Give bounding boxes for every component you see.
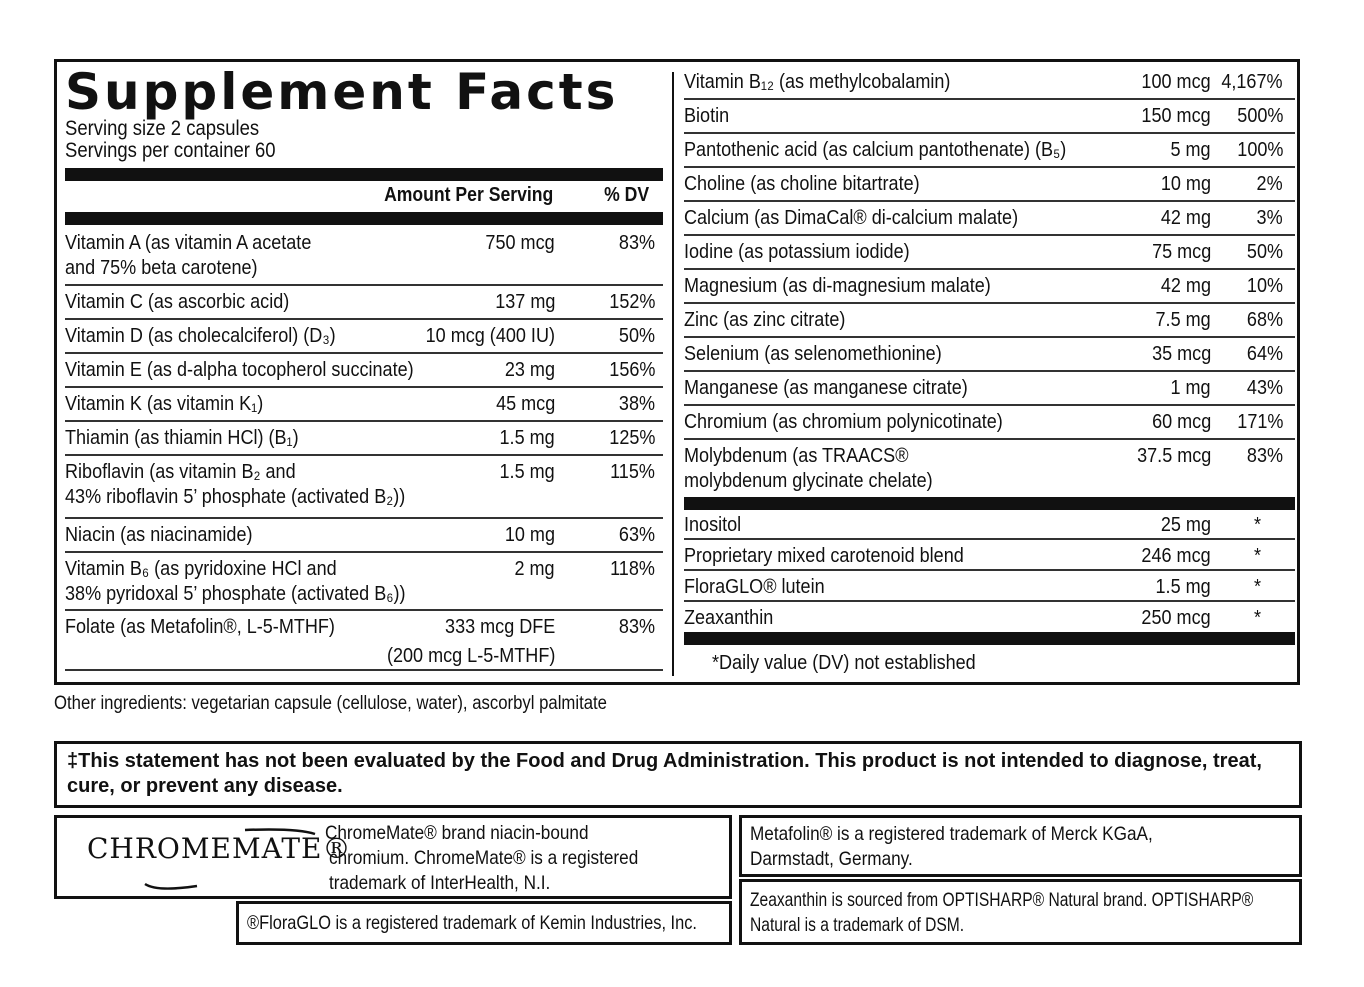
chromemate-line3: trademark of InterHealth, N.I. <box>329 872 551 894</box>
floraglo-box <box>236 901 732 945</box>
right-column <box>684 62 1295 682</box>
nutrient-name: Proprietary mixed carotenoid blend <box>684 544 964 567</box>
nutrient-dv: 83% <box>618 615 655 638</box>
nutrient-amount: 25 mg <box>1160 513 1211 536</box>
nutrient-name: Niacin (as niacinamide) <box>65 523 253 546</box>
nutrient-row <box>684 512 1295 540</box>
nutrient-row <box>684 137 1295 167</box>
nutrient-amount: 10 mcg (400 IU) <box>425 324 555 347</box>
nutrient-amount: 100 mcg <box>1141 70 1211 93</box>
nutrient-row <box>684 409 1295 439</box>
nutrient-name: Riboflavin (as vitamin B₂ and <box>65 460 296 483</box>
nutrient-row <box>684 171 1295 201</box>
nutrient-name: Vitamin D (as cholecalciferol) (D₃) <box>65 324 336 347</box>
nutrient-dv: 152% <box>608 290 655 313</box>
thick-rule <box>65 168 663 181</box>
serving-size: Serving size 2 capsules <box>65 117 260 140</box>
row-divider <box>65 551 663 553</box>
zeaxanthin-box <box>739 879 1302 945</box>
servings-per-container: Servings per container 60 <box>65 139 276 162</box>
chromemate-line2: chromium. ChromeMate® is a registered <box>329 847 639 869</box>
nutrient-name: Thiamin (as thiamin HCl) (B₁) <box>65 426 299 449</box>
nutrient-amount: 150 mcg <box>1141 104 1211 127</box>
nutrient-amount: 10 mg <box>1160 172 1211 195</box>
nutrient-name: Vitamin A (as vitamin A acetate <box>65 231 312 254</box>
nutrient-amount: 750 mcg <box>485 231 555 254</box>
nutrient-row <box>684 69 1295 99</box>
nutrient-row <box>65 522 663 552</box>
metafolin-line1: Metafolin® is a registered trademark of Merck KGaA, <box>750 823 1153 845</box>
nutrient-name: Zinc (as zinc citrate) <box>684 308 846 331</box>
nutrient-name: Biotin <box>684 104 730 127</box>
nutrient-name: Vitamin B₆ (as pyridoxine HCl and <box>65 557 337 580</box>
nutrient-amount: 42 mg <box>1160 274 1211 297</box>
nutrient-row <box>684 103 1295 133</box>
row-divider <box>684 569 1295 571</box>
row-divider <box>684 404 1295 406</box>
nutrient-dv: 100% <box>1236 138 1283 161</box>
nutrient-row <box>65 391 663 421</box>
nutrient-row <box>65 425 663 455</box>
nutrient-name: Calcium (as DimaCal® di-calcium malate) <box>684 206 1019 229</box>
nutrient-name-line2: and 75% beta carotene) <box>65 256 258 279</box>
row-divider <box>65 454 663 456</box>
dv-header: % DV <box>604 184 649 206</box>
nutrient-dv: 68% <box>1246 308 1283 331</box>
nutrient-dv: 4,167% <box>1221 70 1283 93</box>
row-divider <box>65 669 663 671</box>
nutrient-row <box>684 273 1295 303</box>
row-divider <box>684 234 1295 236</box>
row-divider <box>65 352 663 354</box>
nutrient-amount: 23 mg <box>504 358 555 381</box>
nutrient-dv: 50% <box>1246 240 1283 263</box>
nutrient-dv: 43% <box>1246 376 1283 399</box>
nutrient-row <box>65 556 663 608</box>
nutrient-name: Vitamin B₁₂ (as methylcobalamin) <box>684 70 951 93</box>
nutrient-name-line2: molybdenum glycinate chelate) <box>684 469 933 492</box>
nutrient-dv: 125% <box>608 426 655 449</box>
nutrient-dv: 50% <box>618 324 655 347</box>
nutrient-dv: 64% <box>1246 342 1283 365</box>
nutrient-row <box>65 230 663 282</box>
nutrient-row <box>65 614 663 672</box>
nutrient-row <box>684 341 1295 371</box>
nutrient-amount: 333 mcg DFE <box>444 615 555 638</box>
row-divider <box>684 600 1295 602</box>
row-divider <box>684 370 1295 372</box>
nutrient-name: Molybdenum (as TRAACS® <box>684 444 909 467</box>
nutrient-amount: 37.5 mcg <box>1136 444 1211 467</box>
nutrient-dv: 115% <box>610 460 655 483</box>
chromemate-line1: ChromeMate® brand niacin-bound <box>325 822 589 844</box>
nutrient-dv: 2% <box>1256 172 1283 195</box>
metafolin-box <box>739 815 1302 877</box>
nutrient-amount: 137 mg <box>494 290 555 313</box>
nutrient-row <box>684 574 1295 602</box>
nutrient-amount: 5 mg <box>1170 138 1211 161</box>
nutrient-amount: 250 mcg <box>1141 606 1211 629</box>
chromemate-swoosh <box>137 826 337 896</box>
nutrient-name: Inositol <box>684 513 742 536</box>
nutrient-name: Vitamin K (as vitamin K₁) <box>65 392 264 415</box>
floraglo-note: ®FloraGLO is a registered trademark of Kemin Industries, Inc. <box>247 912 697 934</box>
nutrient-amount: 1.5 mg <box>499 460 555 483</box>
nutrient-name: Vitamin E (as d-alpha tocopherol succinate) <box>65 358 414 381</box>
zeaxanthin-line2: Natural is a trademark of DSM. <box>750 914 965 936</box>
nutrient-dv: 500% <box>1236 104 1283 127</box>
thick-rule <box>684 497 1295 510</box>
row-divider <box>684 166 1295 168</box>
nutrient-row <box>684 543 1295 571</box>
nutrient-amount: 42 mg <box>1160 206 1211 229</box>
row-divider <box>684 302 1295 304</box>
row-divider <box>684 200 1295 202</box>
row-divider <box>65 517 663 519</box>
nutrient-name: Selenium (as selenomethionine) <box>684 342 942 365</box>
nutrient-dv: 83% <box>618 231 655 254</box>
nutrient-dv: 10% <box>1246 274 1283 297</box>
nutrient-amount: 10 mg <box>504 523 555 546</box>
chromemate-logo: CHROMEMATE® <box>87 832 352 865</box>
nutrient-amount: 60 mcg <box>1151 410 1211 433</box>
nutrient-row <box>684 605 1295 633</box>
row-divider <box>65 318 663 320</box>
amount-header: Amount Per Serving <box>383 184 553 206</box>
thick-rule <box>684 632 1295 645</box>
row-divider <box>65 420 663 422</box>
nutrient-dv: * <box>1253 575 1261 598</box>
nutrient-name: Magnesium (as di-magnesium malate) <box>684 274 991 297</box>
row-divider <box>684 132 1295 134</box>
nutrient-row <box>684 307 1295 337</box>
nutrient-amount: 246 mcg <box>1141 544 1211 567</box>
nutrient-dv: 156% <box>608 358 655 381</box>
nutrient-dv: 63% <box>618 523 655 546</box>
row-divider <box>684 438 1295 440</box>
nutrient-amount: 35 mcg <box>1151 342 1211 365</box>
nutrient-name: Choline (as choline bitartrate) <box>684 172 920 195</box>
nutrient-name: Folate (as Metafolin®, L-5-MTHF) <box>65 615 335 638</box>
nutrient-row <box>684 239 1295 269</box>
panel-title: Supplement Facts <box>65 63 619 121</box>
row-divider <box>684 98 1295 100</box>
column-divider <box>672 72 674 676</box>
zeaxanthin-line1: Zeaxanthin is sourced from OPTISHARP® Natural brand. OPTISHARP® <box>750 889 1254 911</box>
thick-rule <box>65 212 663 225</box>
nutrient-amount: 1.5 mg <box>499 426 555 449</box>
nutrient-amount: 1 mg <box>1170 376 1211 399</box>
nutrient-dv: 171% <box>1236 410 1283 433</box>
nutrient-dv: * <box>1253 606 1261 629</box>
left-column <box>65 62 663 682</box>
nutrient-row <box>65 289 663 319</box>
nutrient-name: Pantothenic acid (as calcium pantothenate) (B₅) <box>684 138 1067 161</box>
nutrient-amount-line2: (200 mcg L-5-MTHF) <box>386 644 555 667</box>
row-divider <box>65 284 663 286</box>
row-divider <box>65 609 663 611</box>
row-divider <box>65 386 663 388</box>
row-divider <box>684 336 1295 338</box>
nutrient-row <box>684 375 1295 405</box>
nutrient-amount: 7.5 mg <box>1155 308 1211 331</box>
nutrient-name: Iodine (as potassium iodide) <box>684 240 910 263</box>
nutrient-amount: 2 mg <box>514 557 555 580</box>
other-ingredients: Other ingredients: vegetarian capsule (cellulose, water), ascorbyl palmitate <box>54 693 607 714</box>
nutrient-name: Manganese (as manganese citrate) <box>684 376 968 399</box>
nutrient-name: FloraGLO® lutein <box>684 575 825 598</box>
nutrient-amount: 45 mcg <box>495 392 555 415</box>
nutrient-dv: 83% <box>1246 444 1283 467</box>
nutrient-dv: 118% <box>610 557 655 580</box>
nutrient-amount: 75 mcg <box>1151 240 1211 263</box>
dv-note: *Daily value (DV) not established <box>712 651 976 674</box>
nutrient-row <box>684 205 1295 235</box>
nutrient-row <box>65 459 663 517</box>
nutrient-name: Vitamin C (as ascorbic acid) <box>65 290 290 313</box>
nutrient-dv: 3% <box>1256 206 1283 229</box>
fda-disclaimer: ‡This statement has not been evaluated by the Food and Drug Administration. This product is not intended to diagnose, treat, cure, or prevent any disease. <box>54 741 1302 808</box>
metafolin-line2: Darmstadt, Germany. <box>750 848 913 870</box>
nutrient-name-line2: 38% pyridoxal 5’ phosphate (activated B₆)) <box>65 582 406 605</box>
nutrient-name: Zeaxanthin <box>684 606 774 629</box>
row-divider <box>684 268 1295 270</box>
chromemate-box <box>54 815 732 899</box>
nutrient-row <box>65 357 663 387</box>
supplement-facts-panel <box>54 59 1300 685</box>
nutrient-amount: 1.5 mg <box>1155 575 1211 598</box>
nutrient-row <box>65 323 663 353</box>
nutrient-dv: * <box>1253 544 1261 567</box>
nutrient-dv: 38% <box>618 392 655 415</box>
nutrient-dv: * <box>1253 513 1261 536</box>
nutrient-name: Chromium (as chromium polynicotinate) <box>684 410 1003 433</box>
row-divider <box>684 538 1295 540</box>
nutrient-row <box>684 443 1295 495</box>
nutrient-name-line2: 43% riboflavin 5’ phosphate (activated B₂)) <box>65 485 406 508</box>
